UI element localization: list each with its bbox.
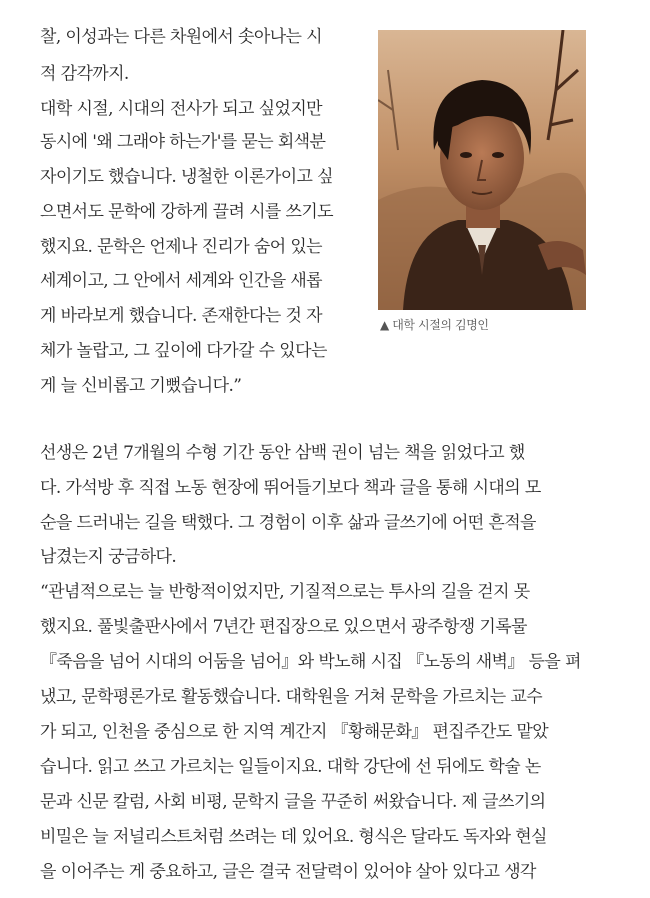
text-line: 으면서도 문학에 강하게 끌려 시를 쓰기도 (40, 202, 333, 222)
text-line: 남겼는지 궁금하다. (40, 547, 177, 567)
photo-caption: ▲ 대학 시절의 김명인 (380, 318, 489, 332)
portrait-photo (378, 30, 586, 310)
text-line: 선생은 2년 7개월의 수형 기간 동안 삼백 권이 넘는 책을 읽었다고 했 (40, 443, 525, 463)
text-line: 대학 시절, 시대의 전사가 되고 싶었지만 (40, 99, 322, 119)
text-line: 을 이어주는 게 중요하고, 글은 결국 전달력이 있어야 살아 있다고 생각 (40, 862, 536, 882)
text-line: 습니다. 읽고 쓰고 가르치는 일들이지요. 대학 강단에 선 뒤에도 학술 논 (40, 757, 541, 777)
text-line: 찰, 이성과는 다른 차원에서 솟아나는 시 (40, 27, 322, 47)
text-line: 했지요. 문학은 언제나 진리가 숨어 있는 (40, 237, 322, 257)
text-line: 게 바라보게 했습니다. 존재한다는 것 자 (40, 306, 322, 326)
text-line: 문과 신문 칼럼, 사회 비평, 문학지 글을 꾸준히 써왔습니다. 제 글쓰기의 (40, 792, 546, 812)
text-line: 『죽음을 넘어 시대의 어둠을 넘어』와 박노해 시집 『노동의 새벽』 등을 펴 (40, 652, 581, 672)
text-line: “관념적으로는 늘 반항적이었지만, 기질적으로는 투사의 길을 걷지 못 (40, 582, 530, 602)
text-line: 가 되고, 인천을 중심으로 한 지역 계간지 『황해문화』 편집주간도 맡았 (40, 722, 549, 742)
text-line: 동시에 '왜 그래야 하는가'를 묻는 회색분 (40, 132, 326, 152)
text-line: 게 늘 신비롭고 기뻤습니다.” (40, 376, 242, 396)
text-line: 순을 드러내는 길을 택했다. 그 경험이 이후 삶과 글쓰기에 어떤 흔적을 (40, 513, 536, 533)
text-line: 비밀은 늘 저널리스트처럼 쓰려는 데 있어요. 형식은 달라도 독자와 현실 (40, 827, 547, 847)
text-line: 다. 가석방 후 직접 노동 현장에 뛰어들기보다 책과 글을 통해 시대의 모 (40, 478, 541, 498)
text-line: 냈고, 문학평론가로 활동했습니다. 대학원을 거쳐 문학을 가르치는 교수 (40, 687, 543, 707)
text-line: 적 감각까지. (40, 64, 129, 84)
text-line: 체가 놀랍고, 그 깊이에 다가갈 수 있다는 (40, 341, 327, 361)
text-line: 했지요. 풀빛출판사에서 7년간 편집장으로 있으면서 광주항쟁 기록물 (40, 617, 527, 637)
text-line: 자이기도 했습니다. 냉철한 이론가이고 싶 (40, 167, 333, 187)
text-line: 세계이고, 그 안에서 세계와 인간을 새롭 (40, 271, 322, 291)
